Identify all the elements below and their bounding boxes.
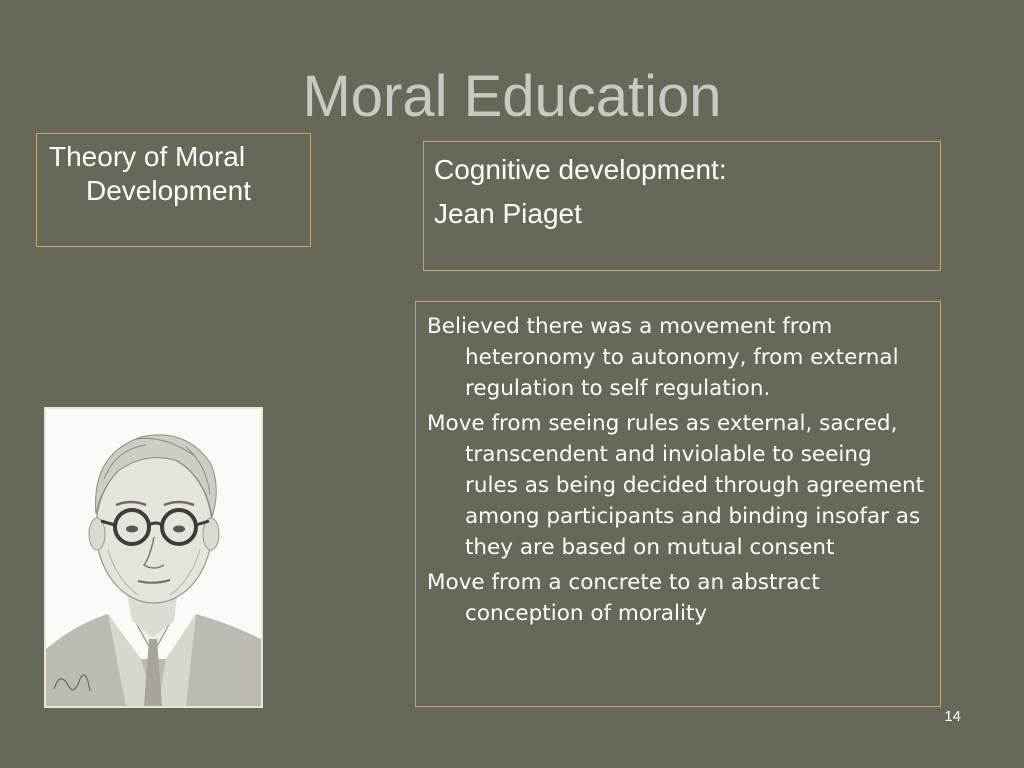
beliefs-box: [415, 301, 941, 707]
theorist-name: Jean Piaget: [434, 198, 582, 229]
bullet-item: Believed there was a movement from heteronomy to autonomy, from external regulation to self regulation.: [427, 314, 899, 401]
cognitive-development-heading: Cognitive development:: [434, 154, 727, 185]
slide-number: 14: [944, 708, 961, 725]
theory-box: [36, 133, 311, 247]
cognitive-development-box: [423, 141, 941, 271]
bullet-item: Move from a concrete to an abstract conception of morality: [427, 570, 820, 626]
slide-title: Moral Education: [302, 64, 722, 129]
theory-box-text: Theory of Moral Development: [49, 141, 251, 206]
piaget-portrait: [44, 407, 263, 708]
portrait-sketch: [46, 409, 261, 706]
bullet-item: Move from seeing rules as external, sacred, transcendent and inviolable to seeing rules as being decided through agreement among participants and binding insofar as they are based on mutual consent: [427, 411, 925, 560]
